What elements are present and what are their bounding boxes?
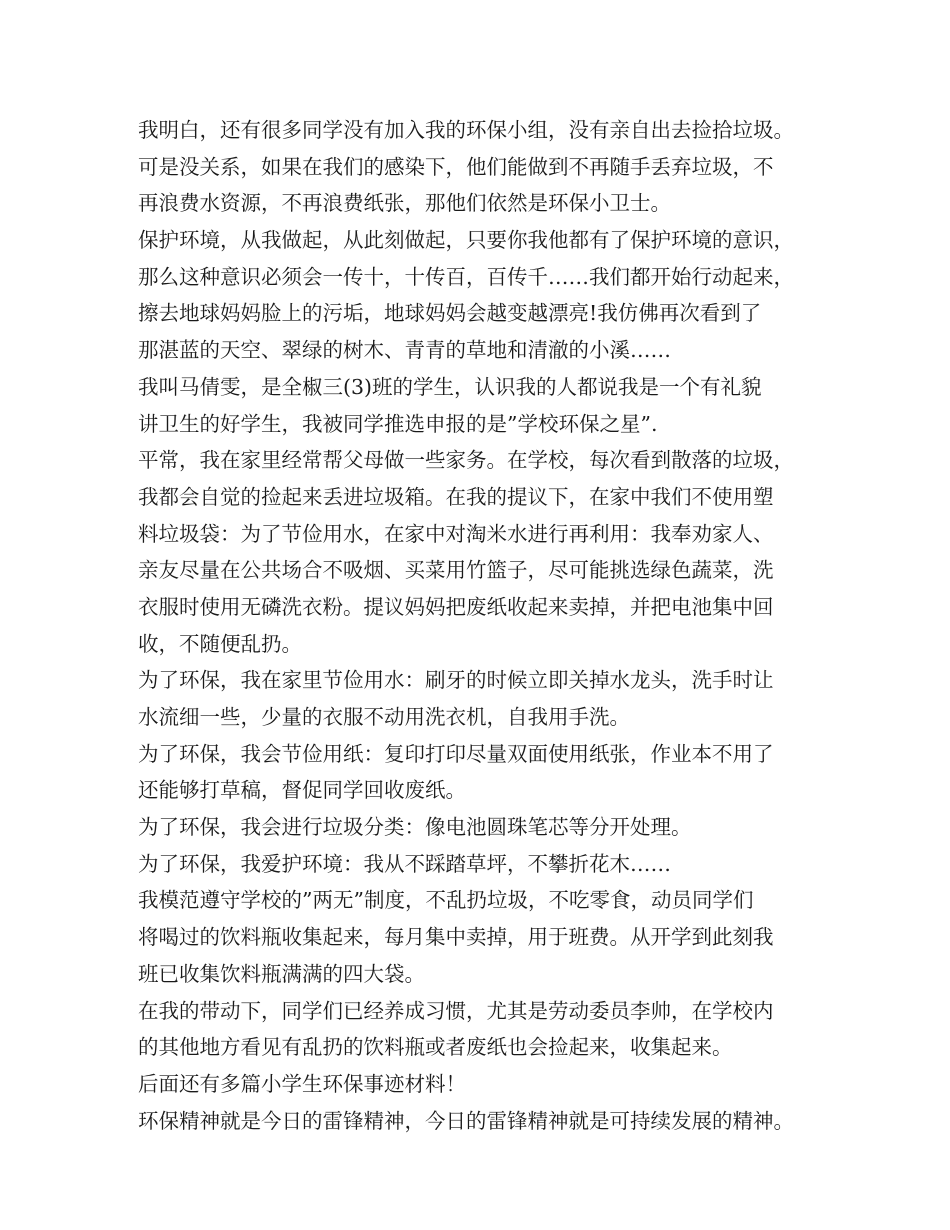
text-line: 料垃圾袋：为了节俭用水，在家中对淘米水进行再利用：我奉劝家人、 [138, 521, 774, 546]
text-line: 衣服时使用无磷洗衣粉。提议妈妈把废纸收起来卖掉，并把电池集中回 [138, 594, 774, 619]
text-line: 讲卫生的好学生，我被同学推选申报的是”学校环保之星”. [138, 411, 658, 436]
text-line: 班已收集饮料瓶满满的四大袋。 [138, 961, 425, 986]
text-line: 为了环保，我爱护环境：我从不踩踏草坪，不攀折花木…… [138, 851, 671, 876]
text-line: 在我的带动下，同学们已经养成习惯，尤其是劳动委员李帅，在学校内 [138, 998, 774, 1023]
text-line: 平常，我在家里经常帮父母做一些家务。在学校，每次看到散落的垃圾， [138, 448, 794, 473]
text-line: 为了环保，我会节俭用纸：复印打印尽量双面使用纸张，作业本不用了 [138, 741, 774, 766]
document-body [138, 112, 838, 1139]
text-line: 擦去地球妈妈脸上的污垢，地球妈妈会越变越漂亮!我仿佛再次看到了 [138, 301, 762, 326]
text-line: 可是没关系，如果在我们的感染下，他们能做到不再随手丢弃垃圾，不 [138, 154, 774, 179]
text-line: 后面还有多篇小学生环保事迹材料！ [138, 1071, 466, 1096]
text-line: 我模范遵守学校的”两无”制度，不乱扔垃圾，不吃零食，动员同学们 [138, 888, 754, 913]
text-line: 水流细一些，少量的衣服不动用洗衣机，自我用手洗。 [138, 705, 630, 729]
text-line: 的其他地方看见有乱扔的饮料瓶或者废纸也会捡起来，收集起来。 [138, 1035, 733, 1060]
text-line: 保护环境，从我做起，从此刻做起，只要你我他都有了保护环境的意识， [138, 228, 794, 253]
text-line: 那么这种意识必须会一传十，十传百，百传千……我们都开始行动起来， [138, 264, 794, 289]
text-line: 将喝过的饮料瓶收集起来，每月集中卖掉，用于班费。从开学到此刻我 [138, 925, 774, 950]
text-line: 我都会自觉的捡起来丢进垃圾箱。在我的提议下，在家中我们不使用塑 [138, 484, 774, 509]
text-line: 环保精神就是今日的雷锋精神，今日的雷锋精神就是可持续发展的精神。 [138, 1108, 794, 1133]
text-line: 我叫马倩雯，是全椒三(3)班的学生，认识我的人都说我是一个有礼貌 [138, 374, 762, 399]
text-line: 再浪费水资源，不再浪费纸张，那他们依然是环保小卫士。 [138, 191, 671, 216]
text-line: 亲友尽量在公共场合不吸烟、买菜用竹篮子，尽可能挑选绿色蔬菜，洗 [138, 558, 774, 583]
text-line: 还能够打草稿，督促同学回收废纸。 [138, 778, 466, 803]
text-line: 为了环保，我会进行垃圾分类：像电池圆珠笔芯等分开处理。 [138, 815, 692, 840]
text-line: 为了环保，我在家里节俭用水：刷牙的时候立即关掉水龙头，洗手时让 [138, 668, 774, 693]
text-line: 收，不随便乱扔。 [138, 631, 302, 656]
text-line: 那湛蓝的天空、翠绿的树木、青青的草地和清澈的小溪…… [138, 338, 671, 363]
text-line: 我明白，还有很多同学没有加入我的环保小组，没有亲自出去捡拾垃圾。 [138, 118, 794, 142]
